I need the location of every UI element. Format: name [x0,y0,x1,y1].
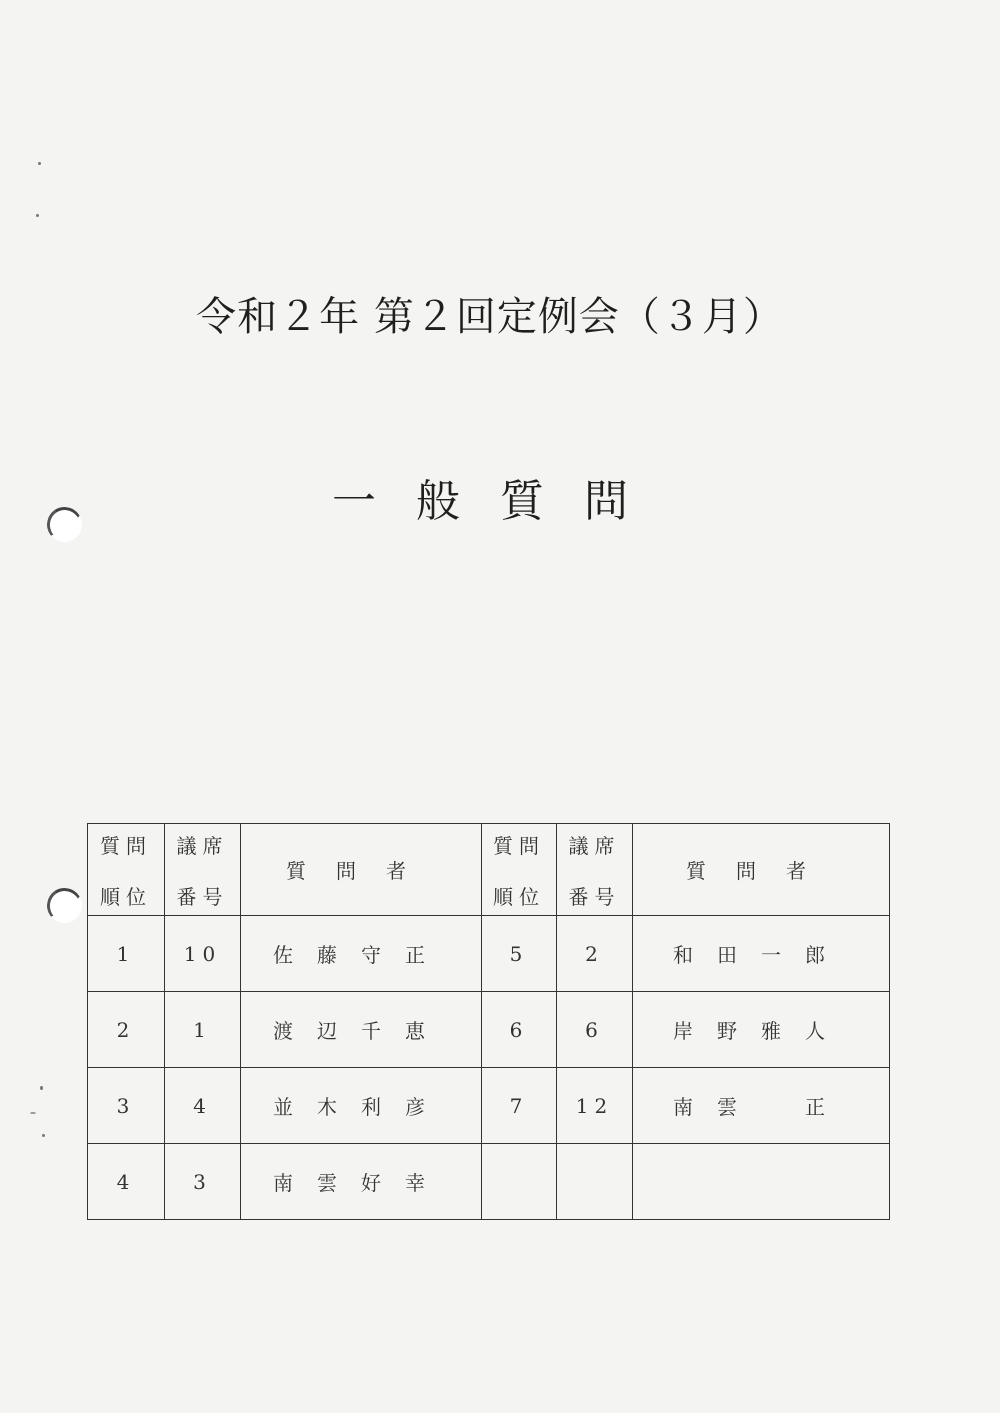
header-seat-number: 議席 番号 [557,824,633,916]
order-cell [482,1144,557,1220]
document-title: 令和２年 第２回定例会（３月） [196,294,784,340]
seat-cell: 6 [557,992,633,1068]
header-asker: 質問者 [633,824,890,916]
table-row [88,1068,890,1144]
document-subtitle: 一般質問 [332,476,668,527]
header-question-order: 質問 順位 [482,824,557,916]
paper-speck [38,162,41,165]
seat-cell: 3 [165,1144,241,1220]
name-cell [633,1144,890,1220]
seat-cell: 12 [557,1068,633,1144]
table-row [88,992,890,1068]
order-cell: 5 [482,916,557,992]
seat-cell: 4 [165,1068,241,1144]
name-cell: 和田一郎 [633,916,890,992]
punch-hole [44,885,85,926]
name-cell: 南雲好幸 [241,1144,482,1220]
paper-speck [42,1134,45,1137]
paper-speck [36,214,39,217]
order-cell: 3 [88,1068,165,1144]
table-row [88,916,890,992]
order-cell: 2 [88,992,165,1068]
name-cell: 岸野雅人 [633,992,890,1068]
order-cell: 7 [482,1068,557,1144]
header-asker: 質問者 [241,824,482,916]
name-cell: 佐藤守正 [241,916,482,992]
table-header-row [88,824,890,916]
order-cell: 1 [88,916,165,992]
question-schedule-table [87,823,890,1220]
seat-cell: 2 [557,916,633,992]
name-cell: 並木利彦 [241,1068,482,1144]
header-question-order: 質問 順位 [88,824,165,916]
seat-cell: 10 [165,916,241,992]
name-cell: 渡辺千恵 [241,992,482,1068]
header-seat-number: 議席 番号 [165,824,241,916]
paper-speck [30,1112,36,1114]
seat-cell [557,1144,633,1220]
name-cell: 南雲 正 [633,1068,890,1144]
order-cell: 4 [88,1144,165,1220]
seat-cell: 1 [165,992,241,1068]
paper-speck [40,1086,43,1090]
order-cell: 6 [482,992,557,1068]
table-row [88,1144,890,1220]
